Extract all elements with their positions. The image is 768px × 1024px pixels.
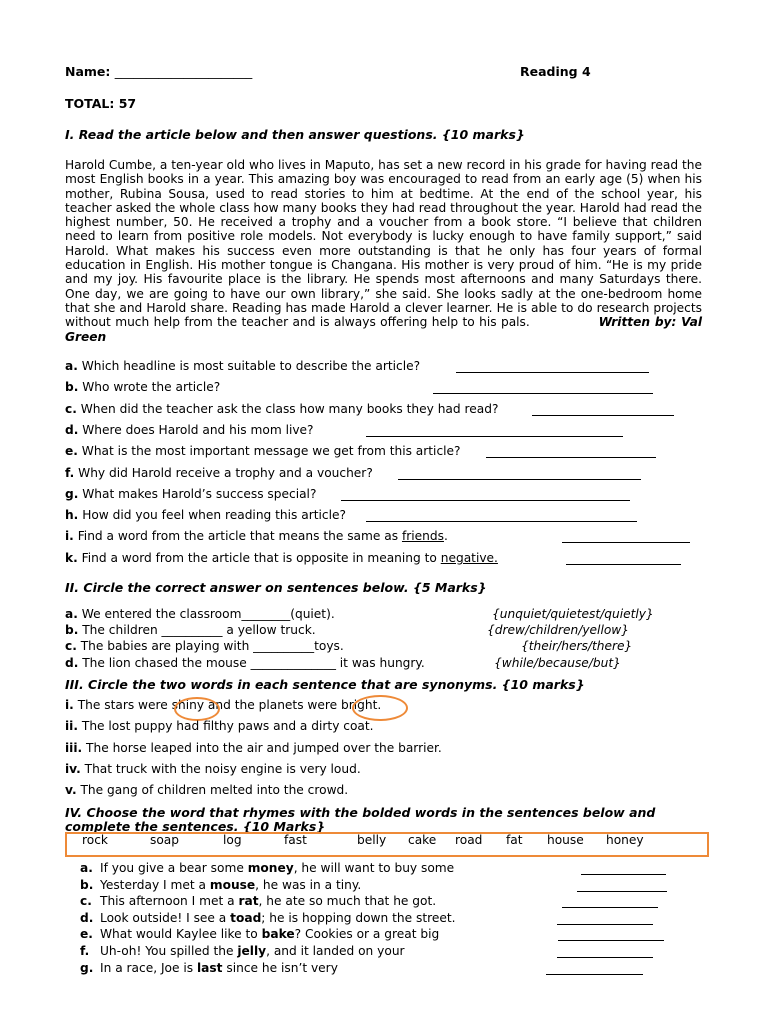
synonym-word-2: bright. (341, 698, 382, 712)
section2-item-c: c. The babies are playing with __________toys. (65, 639, 344, 653)
section2-item-b: b. The children __________ a yellow truck. (65, 623, 316, 637)
word-bank-road[interactable]: road (455, 833, 483, 847)
rhyme-item-e: e. What would Kaylee like to bake? Cookies or a great big (80, 927, 440, 941)
rhyme-blank-g[interactable] (546, 963, 643, 975)
question-g: g. What makes Harold’s success special? (65, 487, 317, 501)
question-f: f. Why did Harold receive a trophy and a voucher? (65, 466, 373, 480)
rhyme-item-a: a. If you give a bear some money, he will want to buy some (80, 861, 455, 875)
article-text: Harold Cumbe, a ten-year old who lives in Maputo, has set a new record in his grade for having read the most English books in a year. This amazing boy was encouraged to read from an early age (5) when his mother, Rubina Sousa, used to read stories to him at bedtime. At the end of the school year, his teacher asked the whole class how many books they had read throughout the year. Harold had read the highest number, 50. He received a trophy and a voucher from a book store. “I believe that children need to learn from positive role models. Not everybody is lucky enough to have family support,” said Harold. What makes his success even more outstanding is that he only has four years of formal education in English. His mother tongue is Changana. His mother is very proud of him. “He is my pride and my joy. His favourite place is the library. He spends most afternoons and many Saturdays there. One day, we are going to have our own library,” she said. She looks sadly at the one-bedroom home that she and Harold share. Reading has made Harold a clever learner. He is able to do research projects without much help from the teacher and is always offering help to his pals. (65, 158, 702, 330)
article-author: Written by: Val Green (65, 315, 703, 344)
word-bank-house[interactable]: house (547, 833, 584, 847)
rhyme-item-c: c. This afternoon I met a rat, he ate so much that he got. (80, 894, 437, 908)
question-i: i. Find a word from the article that means the same as friends. (65, 529, 448, 543)
answer-blank-d[interactable] (366, 425, 623, 437)
question-a: a. Which headline is most suitable to describe the article? (65, 359, 421, 373)
section3-item-i: i. The stars were shiny and the planets were bright. (65, 698, 382, 712)
rhyme-blank-d[interactable] (557, 913, 653, 925)
answer-blank-k[interactable] (566, 553, 681, 565)
answer-blank-b[interactable] (433, 382, 653, 394)
rhyme-blank-b[interactable] (577, 880, 667, 892)
rhyme-item-d: d. Look outside! I see a toad; he is hopping down the street. (80, 911, 456, 925)
question-h: h. How did you feel when reading this article? (65, 508, 346, 522)
section3-item-iii: iii. The horse leaped into the air and jumped over the barrier. (65, 741, 442, 755)
reading-label: Reading 4 (520, 64, 591, 79)
section3-item-iv: iv. That truck with the noisy engine is very loud. (65, 762, 361, 776)
section4-title-line1: IV. Choose the word that rhymes with the bolded words in the sentences below and (65, 805, 656, 820)
question-k: k. Find a word from the article that is opposite in meaning to negative. (65, 551, 498, 565)
section2-options-c[interactable]: {their/hers/there} (521, 639, 633, 653)
name-blank[interactable]: ______________________ (114, 64, 253, 79)
answer-blank-e[interactable] (486, 446, 656, 458)
word-bank-log[interactable]: log (223, 833, 242, 847)
section2-options-b[interactable]: {drew/children/yellow} (487, 623, 630, 637)
answer-blank-a[interactable] (456, 361, 649, 373)
answer-blank-f[interactable] (398, 468, 641, 480)
total-label: TOTAL: 57 (65, 96, 137, 111)
question-c: c. When did the teacher ask the class how many books they had read? (65, 402, 499, 416)
section2-options-d[interactable]: {while/because/but} (494, 656, 621, 670)
answer-blank-g[interactable] (341, 489, 630, 501)
keyword-friends: friends (401, 529, 444, 543)
answer-blank-c[interactable] (532, 404, 674, 416)
answer-blank-i[interactable] (562, 531, 690, 543)
word-bank-belly[interactable]: belly (357, 833, 387, 847)
rhyme-blank-a[interactable] (581, 863, 666, 875)
synonym-word-1: shiny (171, 698, 205, 712)
section2-options-a[interactable]: {unquiet/quietest/quietly} (492, 607, 654, 621)
circle-annotation-bright (352, 695, 408, 721)
circle-annotation-shiny (171, 697, 220, 721)
section2-title: II. Circle the correct answer on sentences below. {5 Marks} (65, 580, 487, 595)
keyword-negative: negative. (440, 551, 498, 565)
section3-title: III. Circle the two words in each sentence that are synonyms. {10 marks} (65, 677, 585, 692)
section1-title: I. Read the article below and then answer questions. {10 marks} (65, 127, 525, 142)
rhyme-blank-e[interactable] (558, 929, 664, 941)
section2-item-a: a. We entered the classroom________(quiet). (65, 607, 335, 621)
word-bank-soap[interactable]: soap (150, 833, 180, 847)
name-label: Name: ______________________ (65, 64, 253, 79)
word-bank-cake[interactable]: cake (408, 833, 437, 847)
word-bank-honey[interactable]: honey (606, 833, 644, 847)
rhyme-item-f: f. Uh-oh! You spilled the jelly, and it landed on your (80, 944, 405, 958)
rhyme-blank-c[interactable] (562, 896, 658, 908)
section2-item-d: d. The lion chased the mouse ______________ it was hungry. (65, 656, 425, 670)
answer-blank-h[interactable] (366, 510, 637, 522)
question-e: e. What is the most important message we get from this article? (65, 444, 461, 458)
word-bank-rock[interactable]: rock (82, 833, 108, 847)
section3-item-ii: ii. The lost puppy had filthy paws and a dirty coat. (65, 719, 374, 733)
section3-item-v: v. The gang of children melted into the crowd. (65, 783, 349, 797)
section4-title-line2: complete the sentences. {10 Marks} (65, 819, 326, 834)
rhyme-blank-f[interactable] (557, 946, 653, 958)
word-bank-fast[interactable]: fast (284, 833, 307, 847)
question-b: b. Who wrote the article? (65, 380, 221, 394)
word-bank-fat[interactable]: fat (506, 833, 523, 847)
rhyme-item-b: b. Yesterday I met a mouse, he was in a tiny. (80, 878, 362, 892)
question-d: d. Where does Harold and his mom live? (65, 423, 314, 437)
article-paragraph (65, 158, 702, 344)
rhyme-item-g: g. In a race, Joe is last since he isn’t very (80, 961, 338, 975)
